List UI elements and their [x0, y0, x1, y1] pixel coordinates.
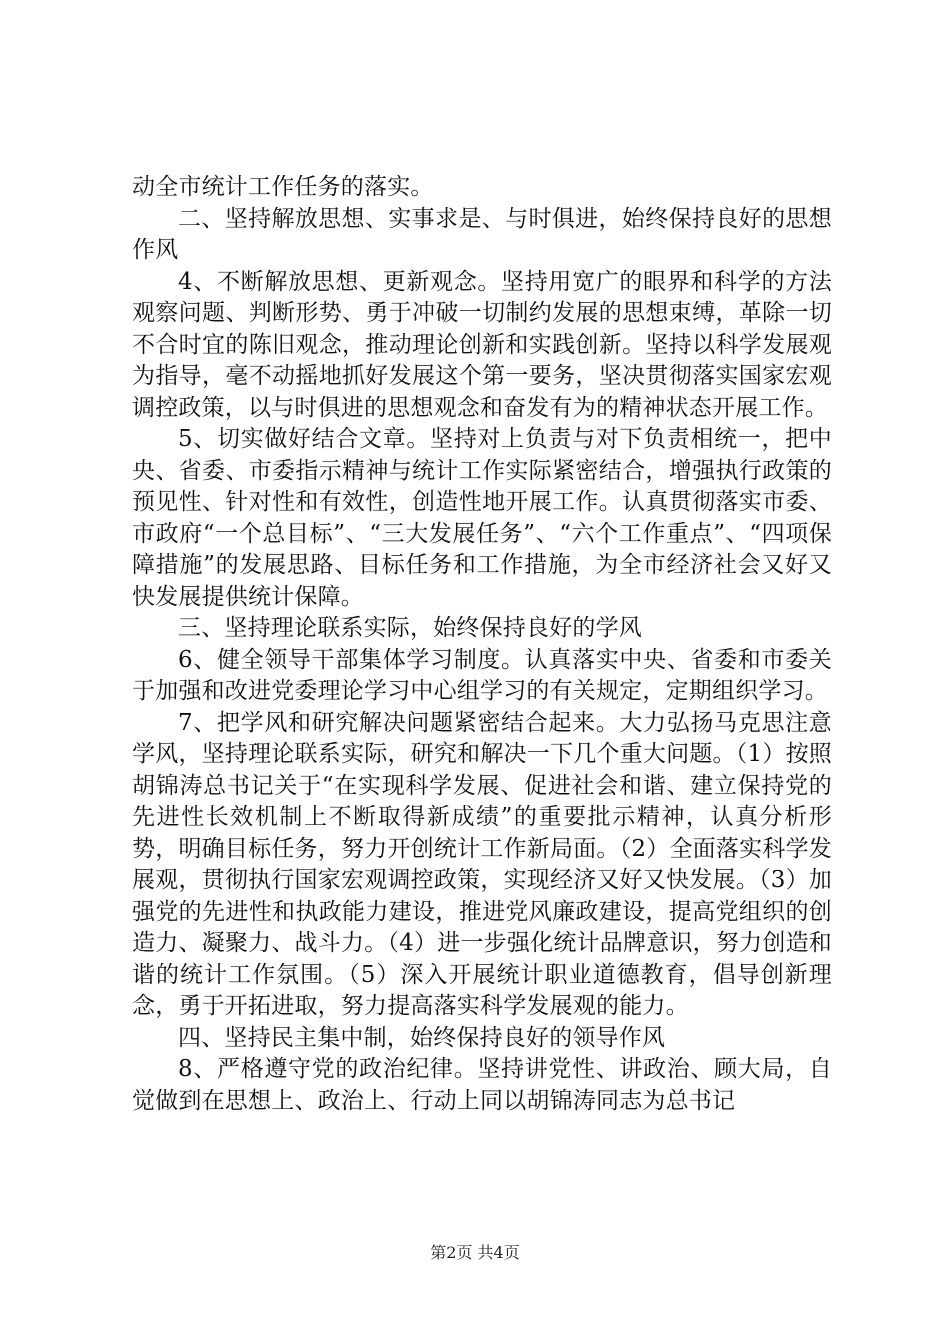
paragraph-item-7: 7、把学风和研究解决问题紧密结合起来。大力弘扬马克思注意学风，坚持理论联系实际，研究和解决一下几个重大问题。（1）按照胡锦涛总书记关于“在实现科学发展、促进社会和谐、建立保持党的先进性长效机制上不断取得新成绩”的重要批示精神，认真分析形势，明确目标任务，努力开创统计工作新局面。（2）全面落实科学发展观，贯彻执行国家宏观调控政策，实现经济又好又快发展。（3）加强党的先进性和执政能力建设，推进党风廉政建设，提高党组织的创造力、凝聚力、战斗力。（4）进一步强化统计品牌意识，努力创造和谐的统计工作氛围。（5）深入开展统计职业道德教育，倡导创新理念，勇于开拓进取，努力提高落实科学发展观的能力。	[132, 709, 832, 1019]
section-heading-3: 三、坚持理论联系实际，始终保持良好的学风	[178, 615, 642, 641]
document-body	[132, 172, 832, 1117]
paragraph-continuation: 动全市统计工作任务的落实。	[132, 174, 434, 200]
paragraph-item-5: 5、切实做好结合文章。坚持对上负责与对下负责相统一，把中央、省委、市委指示精神与统计工作实际紧密结合，增强执行政策的预见性、针对性和有效性，创造性地开展工作。认真贯彻落实市委、市政府“一个总目标”、“三大发展任务”、“六个工作重点”、“四项保障措施”的发展思路、目标任务和工作措施，为全市经济社会又好又快发展提供统计保障。	[132, 426, 832, 610]
paragraph-item-4: 4、不断解放思想、更新观念。坚持用宽广的眼界和科学的方法观察问题、判断形势、勇于冲破一切制约发展的思想束缚，革除一切不合时宜的陈旧观念，推动理论创新和实践创新。坚持以科学发展观为指导，毫不动摇地抓好发展这个第一要务，坚决贯彻落实国家宏观调控政策，以与时俱进的思想观念和奋发有为的精神状态开展工作。	[132, 268, 832, 421]
section-heading-4: 四、坚持民主集中制，始终保持良好的领导作风	[178, 1024, 666, 1051]
page-number-label: 第2页 共4页	[430, 1243, 520, 1262]
page-footer	[0, 1240, 950, 1263]
section-heading-2: 二、坚持解放思想、实事求是、与时俱进，始终保持良好的思想作风	[132, 205, 832, 263]
paragraph-item-6: 6、健全领导干部集体学习制度。认真落实中央、省委和市委关于加强和改进党委理论学习中心组学习的有关规定，定期组织学习。	[132, 646, 832, 704]
paragraph-item-8: 8、严格遵守党的政治纪律。坚持讲党性、讲政治、顾大局，自觉做到在思想上、政治上、行动上同以胡锦涛同志为总书记	[132, 1056, 832, 1114]
